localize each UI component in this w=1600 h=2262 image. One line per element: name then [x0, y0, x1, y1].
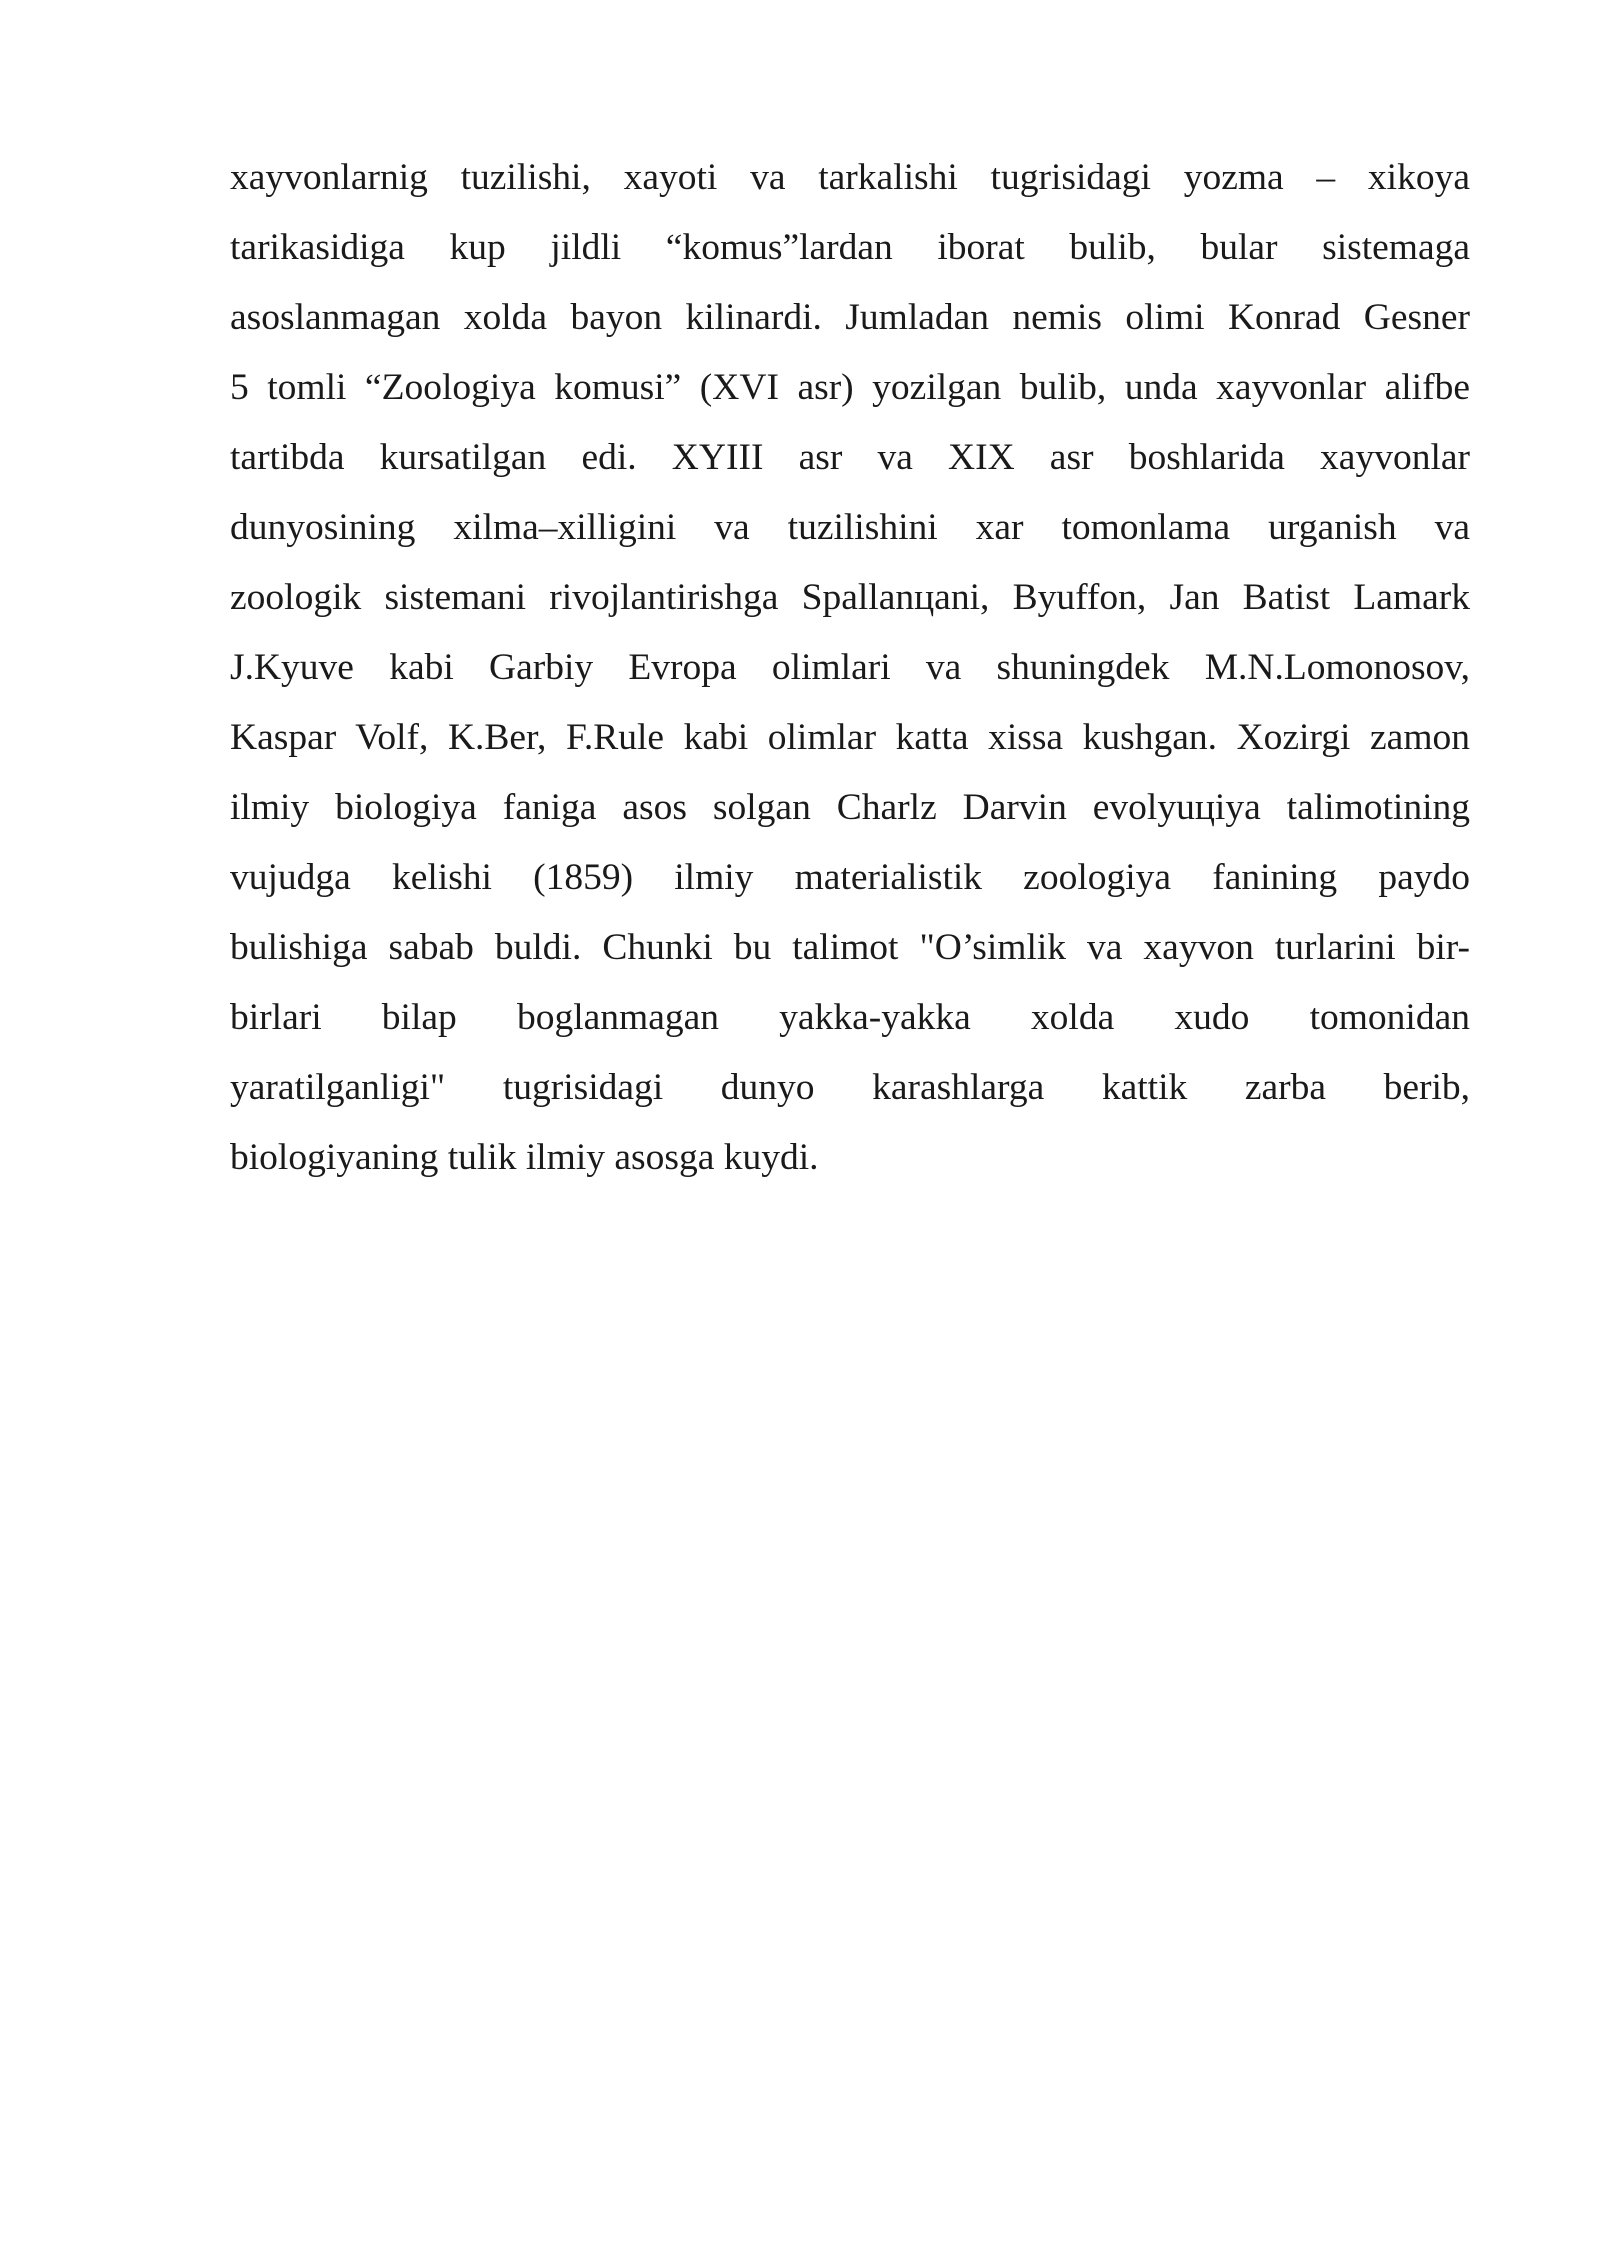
body-paragraph [230, 148, 1470, 1198]
text-line: bulishiga sabab buldi. Chunki bu talimot "O’simlik va xayvon turlarini bir- [230, 927, 1470, 968]
text-line: biologiyaning tulik ilmiy asosga kuydi. [230, 1137, 819, 1178]
text-line: dunyosining xilma–xilligini va tuzilishini xar tomonlama urganish va [230, 507, 1470, 548]
text-line: 5 tomli “Zoologiya komusi” (XVI asr) yozilgan bulib, unda xayvonlar alifbe [230, 367, 1470, 408]
text-line: zoologik sistemani rivojlantirishga Spallanцani, Byuffon, Jan Batist Lamark [230, 577, 1470, 618]
text-line: Kaspar Volf, K.Ber, F.Rule kabi olimlar katta xissa kushgan. Xozirgi zamon [230, 717, 1470, 758]
text-line: xayvonlarnig tuzilishi, xayoti va tarkalishi tugrisidagi yozma – xikoya [230, 157, 1470, 198]
text-line: J.Kyuve kabi Garbiy Evropa olimlari va shuningdek M.N.Lomonosov, [230, 647, 1470, 688]
text-line: tarikasidiga kup jildli “komus”lardan iborat bulib, bular sistemaga [230, 227, 1470, 268]
text-line: asoslanmagan xolda bayon kilinardi. Jumladan nemis olimi Konrad Gesner [230, 297, 1470, 338]
text-line: tartibda kursatilgan edi. XYIII asr va XIX asr boshlarida xayvonlar [230, 437, 1470, 478]
text-line: vujudga kelishi (1859) ilmiy materialistik zoologiya fanining paydo [230, 857, 1470, 898]
text-line: yaratilganligi" tugrisidagi dunyo karashlarga kattik zarba berib, [230, 1067, 1470, 1108]
text-line: ilmiy biologiya faniga asos solgan Charlz Darvin evolyuцiya talimotining [230, 787, 1470, 828]
text-line: birlari bilap boglanmagan yakka-yakka xolda xudo tomonidan [230, 997, 1470, 1038]
